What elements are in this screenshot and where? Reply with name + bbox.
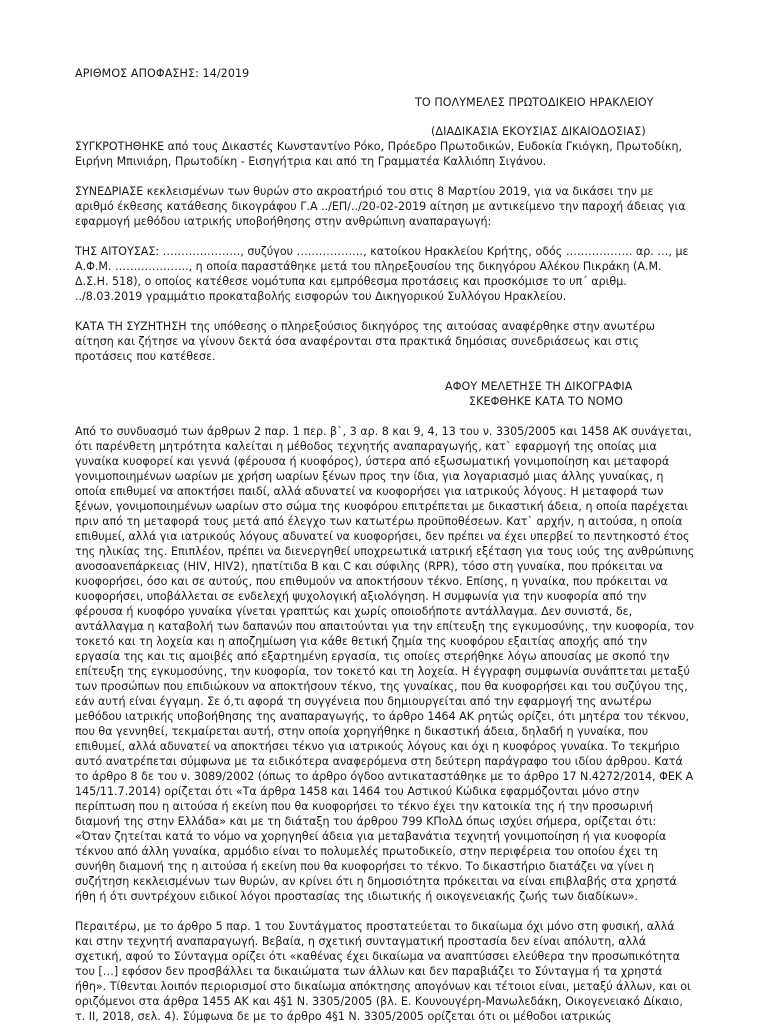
session-paragraph: ΣΥΝΕΔΡΙΑΣΕ κεκλεισμένων των θυρών στο ακροατήριό του στις 8 Μαρτίου 2019, για να δικάσει την με αριθμό έκθεσης κατάθεσης δικογράφου Γ.Α ../ΕΠ/../20-02-2019 αίτηση με αντικείμενο την παροχή άδειας για εφαρμογή μεθόδου ιατρικής υποβοήθησης στην ανθρώπινη αναπαραγωγή: xyxy=(75,185,686,228)
section-heading-studied: ΑΦΟΥ ΜΕΛΕΤΗΣΕ ΤΗ ΔΙΚΟΓΡΑΦΙΑ xyxy=(445,380,633,393)
hearing-paragraph: ΚΑΤΑ ΤΗ ΣΥΖΗΤΗΣΗ της υπόθεσης ο πληρεξούσιος δικηγόρος της αιτούσας αναφέρθηκε στην ανωτέρω αίτηση και ζήτησε να γίνουν δεκτά όσα αναφέρονται στα πρακτικά δημόσιας συνεδριάσεως και στις προτάσεις που κατέθεσε. xyxy=(75,320,656,363)
document-body xyxy=(75,66,695,1024)
decision-number: ΑΡΙΘΜΟΣ ΑΠΟΦΑΣΗΣ: 14/2019 xyxy=(75,67,250,80)
reasoning-paragraph-2: Περαιτέρω, με το άρθρο 5 παρ. 1 του Συντάγματος προστατεύεται το δικαίωμα όχι μόνο στη φυσική, αλλά και στην τεχνητή αναπαραγωγή. Βεβαία, η σχετική συνταγματική προστασία δεν είναι απόλυτη, αλλά σχετική, αφού το Σύνταγμα ορίζει ότι «καθένας έχει δικαίωμα να αναπτύσσει ελεύθερα την προσωπικότητα του […] εφόσον δεν προσβάλλει τα δικαιώματα των άλλων και δεν παραβιάζει το Σύνταγμα ή τα χρηστά ήθη». Τίθενται λοιπόν περιορισμοί στο δικαίωμα απόκτησης απογόνων και τέτοιοι είναι, μεταξύ άλλων, και οι οριζόμενοι στα άρθρα 1455 ΑΚ και 4§1 Ν. 3305/2005 (βλ. Ε. Κουνουγέρη-Μανωλεδάκη, Οικογενειακό Δίκαιο, τ. ΙΙ, 2018, σελ. 4). Σύμφωνα δε με το άρθρο 4§1 Ν. 3305/2005 ορίζεται ότι οι μέθοδοι ιατρικώς xyxy=(75,920,691,1023)
procedure-type: (ΔΙΑΔΙΚΑΣΙΑ ΕΚΟΥΣΙΑΣ ΔΙΚΑΙΟΔΟΣΙΑΣ) xyxy=(431,125,646,138)
reasoning-paragraph-1: Από το συνδυασμό των άρθρων 2 παρ. 1 περ. β`, 3 αρ. 8 και 9, 4, 13 του ν. 3305/2005 και 1458 ΑΚ συνάγεται, ότι παρένθετη μητρότητα καλείται η μέθοδος τεχνητής αναπαραγωγής, κατ` εφαρμογή της οποίας μια γυναίκα κυοφορεί και γεννά (φέρουσα ή κυοφόρος), ύστερα από εξωσωματική γονιμοποίηση και μεταφορά γονιμοποιημένων ωαρίων με χρήση ωαρίων ξένων προς την ίδια, για λογαριασμό μιας άλλης γυναίκας, η οποία επιθυμεί να αποκτήσει παιδί, αλλά αδυνατεί να κυοφορήσει για ιατρικούς λόγους. Η μεταφορά των ξένων, γονιμοποιημένων ωαρίων στο σώμα της κυοφόρου επιτρέπεται με δικαστική άδεια, η οποία παρέχεται πριν από τη μεταφορά τους μετά από έλεγχο των κατωτέρω προϋποθέσεων. Κατ` αρχήν, η αιτούσα, η οποία επιθυμεί, αλλά για ιατρικούς λόγους αδυνατεί να κυοφορήσει, δεν πρέπει να έχει υπερβεί το πεντηκοστό έτος της ηλικίας της. Επιπλέον, πρέπει να διενεργηθεί υποχρεωτικά ιατρική εξέταση για τους ιούς της ανθρώπινης ανοσοανεπάρκειας (HIV, HIV2), ηπατίτιδα Β και C και σύφιλης (RPR), τόσο στη γυναίκα, που πρόκειται να κυοφορήσει, όσο και σε αυτούς, που επιθυμούν να αποκτήσουν τέκνο. Επίσης, η γυναίκα, που πρόκειται να κυοφορήσει, υποβάλλεται σε ενδελεχή ψυχολογική αξιολόγηση. Η συμφωνία για την κυοφορία από την φέρουσα ή κυοφόρο γυναίκα γίνεται γραπτώς και χωρίς οποιοδήποτε αντάλλαγμα. Δεν συνιστά, δε, αντάλλαγμα η καταβολή των δαπανών που απαιτούνται για την επίτευξη της εγκυμοσύνης, την κυοφορία, τον τοκετό και τη λοχεία και η αποζημίωση για κάθε θετική ζημία της κυοφόρου εξαιτίας αποχής από την εργασία της και τις αμοιβές από εξαρτημένη εργασία, τις οποίες στερήθηκε λόγω απουσίας με σκοπό την επίτευξη της εγκυμοσύνης, την κυοφορία, τον τοκετό και τη λοχεία. Η έγγραφη συμφωνία συνάπτεται μεταξύ των προσώπων που επιδιώκουν να αποκτήσουν τέκνο, της γυναίκας, που θα κυοφορήσει και του συζύγου της, εάν αυτή είναι έγγαμη. Σε ό,τι αφορά τη συγγένεια που δημιουργείται από την εφαρμογή της ανωτέρω μεθόδου ιατρικής υποβοήθησης της αναπαραγωγής, το άρθρο 1464 ΑΚ ρητώς ορίζει, ότι μητέρα του τέκνου, που θα γεννηθεί, τεκμαίρεται αυτή, στην οποία χορηγήθηκε η δικαστική άδεια, δηλαδή η γυναίκα, που επιθυμεί, αλλά αδυνατεί να αποκτήσει τέκνο για ιατρικούς λόγους και όχι η κυοφόρος γυναίκα. Το τεκμήριο αυτό ανατρέπεται σύμφωνα με τα ειδικότερα αναφερόμενα στη δεύτερη παράγραφο του ιδίου άρθρου. Κατά το άρθρο 8 δε του ν. 3089/2002 (όπως το άρθρο όγδοο αντικαταστάθηκε με το άρθρο 17 Ν.4272/2014, ΦΕΚ Α 145/11.7.2014) ορίζεται ότι «Τα άρθρα 1458 και 1464 του Αστικού Κώδικα εφαρμόζονται μόνο στην περίπτωση που η αιτούσα ή εκείνη που θα κυοφορήσει το τέκνο έχει την κατοικία της ή την προσωρινή διαμονή της στην Ελλάδα» και με τη διάταξη του άρθρου 799 ΚΠολΔ όπως ισχύει σήμερα, ορίζεται ότι: «Όταν ζητείται κατά το νόμο να χορηγηθεί άδεια για μεταβανάτια τεχνητή γονιμοποίηση ή για κυοφορία τέκνου από άλλη γυναίκα, αρμόδιο είναι το πολυμελές πρωτοδικείο, στην περιφέρεια του οποίου έχει τη συνήθη διαμονή της η αιτούσα ή εκείνη που θα κυοφορήσει το τέκνο. Το δικαστήριο διατάζει να γίνει η συζήτηση κεκλεισμένων των θυρών, αν κρίνει ότι η δημοσιότητα πρόκειται να είναι επιβλαβής στα χρηστά ήθη ή ότι συντρέχουν ειδικοί λόγοι προστασίας της ιδιωτικής ή οικογενειακής ζωής των διαδίκων». xyxy=(75,425,695,903)
section-heading-considered: ΣΚΕΦΘΗΚΕ ΚΑΤΑ ΤΟ ΝΟΜΟ xyxy=(469,395,624,408)
court-name: ΤΟ ΠΟΛΥΜΕΛΕΣ ΠΡΩΤΟΔΙΚΕΙΟ ΗΡΑΚΛΕΙΟΥ xyxy=(415,96,654,109)
applicant-paragraph: ΤΗΣ ΑΙΤΟΥΣΑΣ: …………………, συζύγου ………………, κατοίκου Ηρακλείου Κρήτης, οδός ……………… αρ. …, με Α.Φ.Μ. ……………….., η οποία παραστάθηκε μετά του πληρεξουσίου της δικηγόρου Αλέκου Πικράκη (Α.Μ. Δ.Σ.Η. 518), ο οποίος κατέθεσε νομότυπα και εμπρόθεσμα προτάσεις και προσκόμισε το υπ΄ αριθμ. ../8.03.2019 γραμμάτιο προκαταβολής εισφορών του Δικηγορικού Συλλόγου Ηρακλείου. xyxy=(75,245,689,303)
court-composition-paragraph: ΣΥΓΚΡΟΤΗΘΗΚΕ από τους Δικαστές Κωνσταντίνο Ρόκο, Πρόεδρο Πρωτοδικών, Ευδοκία Γκιόγκη, Πρωτοδίκη, Ειρήνη Μπινιάρη, Πρωτοδίκη - Εισηγήτρια και από τη Γραμματέα Καλλιόπη Σιγάνου. xyxy=(75,140,683,168)
